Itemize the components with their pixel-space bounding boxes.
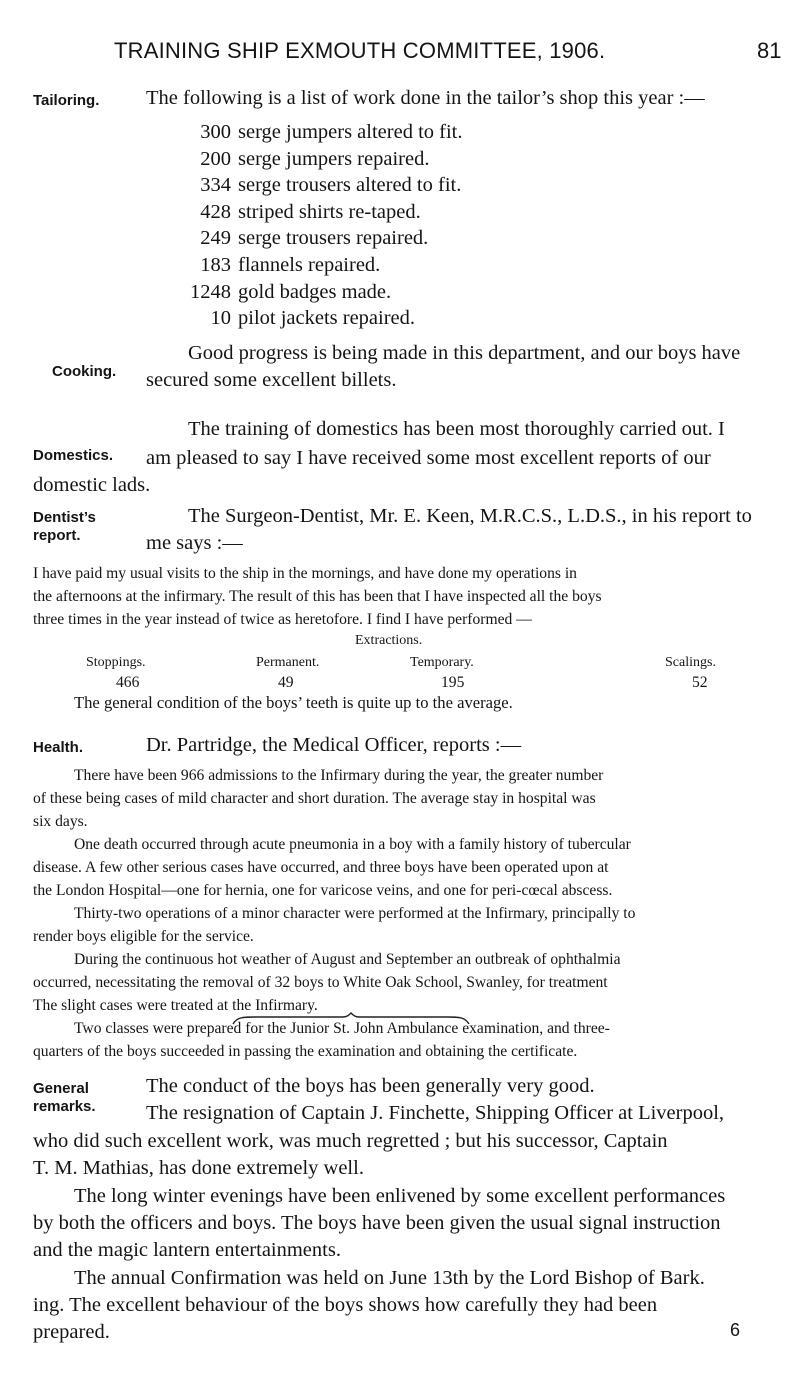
list-item bbox=[188, 119, 462, 146]
item-qty: 200 bbox=[200, 147, 231, 170]
item-desc: serge jumpers altered to fit. bbox=[238, 121, 463, 143]
table-value-permanent: 49 bbox=[278, 674, 294, 691]
signature-mark: 6 bbox=[730, 1320, 741, 1340]
dentist-report-line-3: three times in the year instead of twice as heretofore. I find I have performed — bbox=[33, 611, 532, 628]
domestics-line-1: The training of domestics has been most thoroughly carried out. I bbox=[188, 418, 725, 440]
item-qty: 10 bbox=[210, 307, 231, 330]
list-item bbox=[188, 279, 462, 306]
general-line-9: ing. The excellent behaviour of the boys shows how carefully they had been bbox=[33, 1294, 658, 1316]
cooking-line-1: Good progress is being made in this department, and our boys have bbox=[188, 342, 741, 364]
side-heading-cooking: Cooking. bbox=[52, 363, 117, 380]
item-desc: striped shirts re-taped. bbox=[238, 200, 421, 223]
general-line-10: prepared. bbox=[33, 1321, 110, 1343]
side-heading-tailoring: Tailoring. bbox=[33, 92, 100, 109]
dentist-report-line-1: I have paid my usual visits to the ship in the mornings, and have done my operations in bbox=[33, 565, 577, 582]
health-line-2: of these being cases of mild character and short duration. The average stay in hospital was bbox=[33, 790, 596, 807]
item-desc: serge jumpers repaired. bbox=[238, 147, 430, 170]
item-qty: 428 bbox=[200, 200, 231, 223]
health-line-9: During the continuous hot weather of August and September an outbreak of ophthalmia bbox=[74, 951, 621, 968]
list-item bbox=[188, 305, 462, 332]
health-line-11: The slight cases were treated at the Infirmary. bbox=[33, 997, 318, 1014]
table-header-scalings: Scalings. bbox=[665, 655, 716, 670]
table-value-stoppings: 466 bbox=[116, 674, 140, 691]
general-line-2: The resignation of Captain J. Finchette, Shipping Officer at Liverpool, bbox=[146, 1102, 725, 1124]
item-desc: gold badges made. bbox=[238, 280, 392, 303]
item-desc: serge trousers repaired. bbox=[238, 227, 429, 250]
list-item bbox=[188, 146, 462, 173]
table-header-temporary: Temporary. bbox=[410, 655, 474, 670]
health-line-6: the London Hospital—one for hernia, one for varicose veins, and one for peri-cœcal abscess. bbox=[33, 882, 613, 899]
tailoring-intro: The following is a list of work done in the tailor’s shop this year :— bbox=[146, 87, 705, 109]
page-number: 81 bbox=[757, 38, 782, 63]
health-line-8: render boys eligible for the service. bbox=[33, 928, 254, 945]
list-item bbox=[188, 252, 462, 279]
item-desc: flannels repaired. bbox=[238, 253, 381, 276]
health-line-13: quarters of the boys succeeded in passing the examination and obtaining the certificate. bbox=[33, 1043, 578, 1060]
general-line-8: The annual Confirmation was held on June 13th by the Lord Bishop of Bark. bbox=[74, 1267, 705, 1289]
item-desc: serge trousers altered to fit. bbox=[238, 174, 462, 197]
dentist-line-2: me says :— bbox=[146, 532, 243, 554]
table-header-stoppings: Stoppings. bbox=[86, 655, 146, 670]
list-item bbox=[188, 172, 462, 199]
page-header bbox=[0, 38, 801, 68]
general-line-5: The long winter evenings have been enlivened by some excellent performances bbox=[74, 1185, 726, 1207]
item-desc: pilot jackets repaired. bbox=[238, 307, 416, 330]
side-heading-domestics: Domestics. bbox=[33, 447, 114, 464]
item-qty: 183 bbox=[200, 253, 231, 276]
list-item bbox=[188, 199, 462, 226]
health-line-3: six days. bbox=[33, 813, 88, 830]
general-line-4: T. M. Mathias, has done extremely well. bbox=[33, 1157, 364, 1179]
health-line-7: Thirty-two operations of a minor character were performed at the Infirmary, principally to bbox=[74, 905, 636, 922]
running-title: TRAINING SHIP EXMOUTH COMMITTEE, 1906. bbox=[114, 38, 606, 63]
dentist-report-line-2: the afternoons at the infirmary. The result of this has been that I have inspected all the boys bbox=[33, 588, 602, 605]
side-heading-general: General remarks. bbox=[33, 1080, 96, 1115]
list-item bbox=[188, 225, 462, 252]
table-value-temporary: 195 bbox=[441, 674, 465, 691]
dentist-line-1: The Surgeon-Dentist, Mr. E. Keen, M.R.C.S., L.D.S., in his report to bbox=[188, 505, 752, 527]
item-qty: 249 bbox=[200, 227, 231, 250]
cooking-line-2: secured some excellent billets. bbox=[146, 369, 397, 391]
health-intro: Dr. Partridge, the Medical Officer, reports :— bbox=[146, 734, 522, 756]
table-value-scalings: 52 bbox=[692, 674, 708, 691]
item-qty: 300 bbox=[200, 121, 231, 143]
dentist-closing: The general condition of the boys’ teeth is quite up to the average. bbox=[74, 693, 513, 712]
item-qty: 334 bbox=[200, 174, 231, 197]
tailoring-list bbox=[188, 119, 462, 332]
domestics-line-2: am pleased to say I have received some most excellent reports of our bbox=[146, 447, 711, 469]
health-line-1: There have been 966 admissions to the Infirmary during the year, the greater number bbox=[74, 767, 604, 784]
health-line-10: occurred, necessitating the removal of 32 boys to White Oak School, Swanley, for treatment bbox=[33, 974, 608, 991]
health-line-4: One death occurred through acute pneumonia in a boy with a family history of tubercular bbox=[74, 836, 631, 853]
general-line-3: who did such excellent work, was much regretted ; but his successor, Captain bbox=[33, 1130, 668, 1152]
extractions-label: Extractions. bbox=[355, 633, 423, 648]
general-line-7: and the magic lantern entertainments. bbox=[33, 1239, 341, 1261]
general-line-6: by both the officers and boys. The boys have been given the usual signal instruction bbox=[33, 1212, 721, 1234]
table-header-permanent: Permanent. bbox=[256, 655, 320, 670]
side-heading-dentist: Dentist’s report. bbox=[33, 509, 96, 544]
health-line-12: Two classes were prepared for the Junior St. John Ambulance examination, and three- bbox=[74, 1020, 610, 1037]
general-line-1: The conduct of the boys has been generally very good. bbox=[146, 1075, 595, 1097]
side-heading-health: Health. bbox=[33, 739, 84, 756]
item-qty: 1248 bbox=[190, 280, 231, 303]
health-line-5: disease. A few other serious cases have occurred, and three boys have been operated upon at bbox=[33, 859, 609, 876]
domestics-line-3: domestic lads. bbox=[33, 474, 151, 496]
